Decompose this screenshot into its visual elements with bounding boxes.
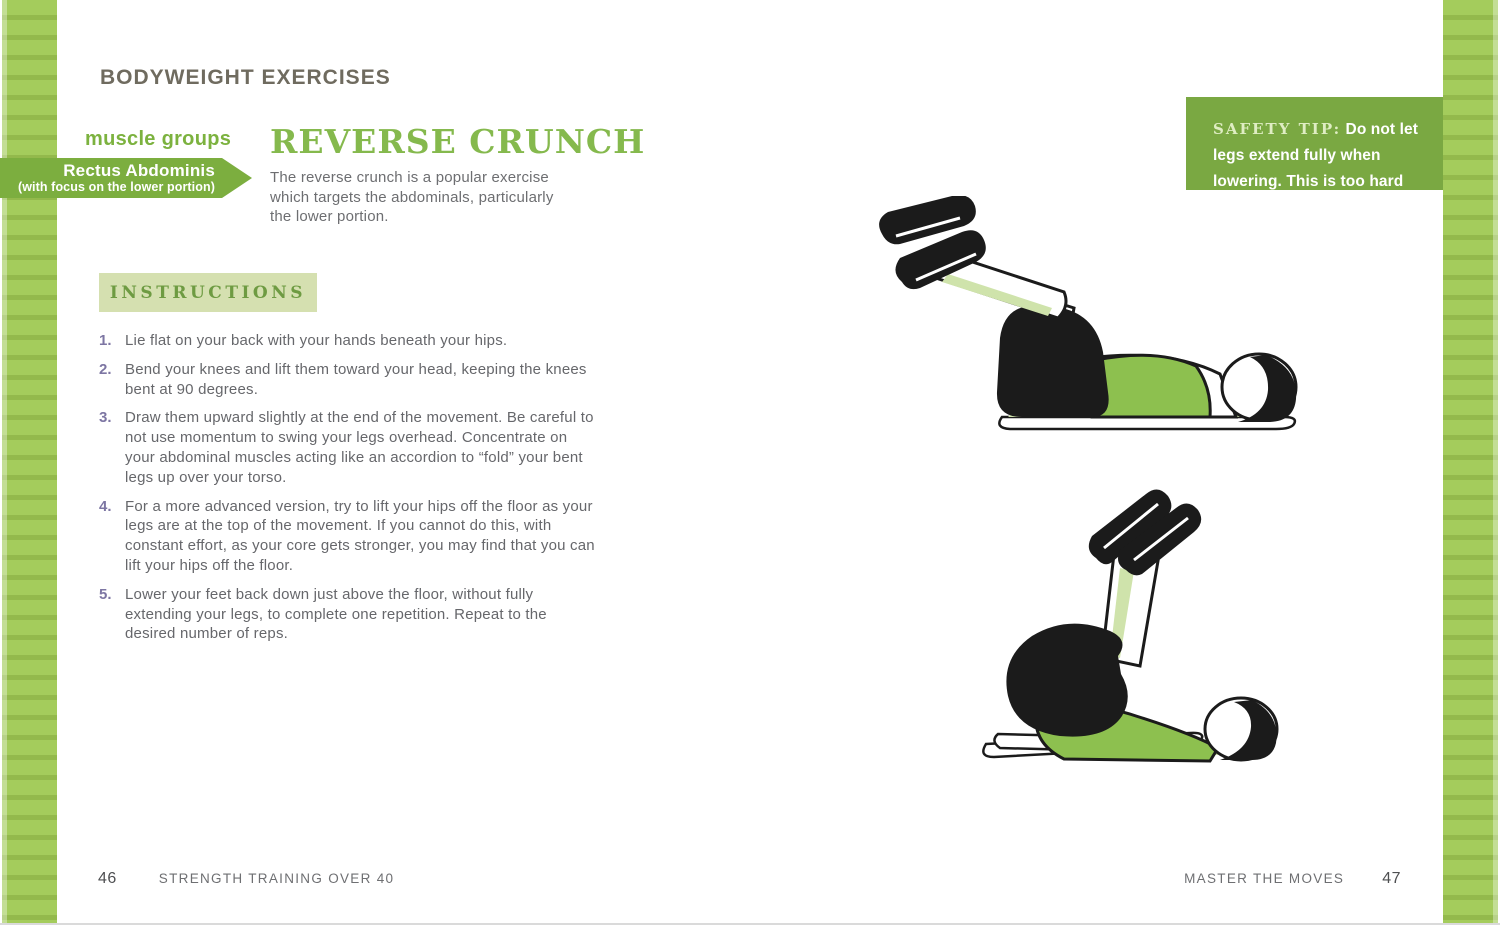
- instruction-item: [99, 408, 599, 487]
- footer-left: [98, 870, 394, 888]
- muscle-banner-primary: Rectus Abdominis: [63, 161, 215, 181]
- instruction-text: Draw them upward slightly at the end of the movement. Be careful to not use momentum to swing your legs overhead. Concentrate on your abdominal muscles acting like an accordion to “fold” your bent legs up over your torso.: [125, 409, 594, 486]
- instruction-item: [99, 497, 599, 576]
- figure-legs: [1006, 554, 1158, 737]
- figure-head: [1222, 354, 1296, 422]
- footer-title-left: STRENGTH TRAINING OVER 40: [158, 871, 395, 886]
- instruction-item: [99, 331, 599, 351]
- section-header: BODYWEIGHT EXERCISES: [100, 66, 391, 89]
- page-number-right: 47: [1382, 870, 1401, 887]
- exercise-title: REVERSE CRUNCH: [270, 122, 646, 161]
- figure-legs: [934, 252, 1109, 417]
- instruction-text: Lie flat on your back with your hands beneath your hips.: [125, 332, 508, 349]
- page-number-left: 46: [98, 870, 117, 887]
- footer-title-right: MASTER THE MOVES: [1184, 871, 1345, 886]
- reverse-crunch-start-illustration: [868, 196, 1303, 436]
- instruction-number: 5.: [99, 585, 112, 603]
- instruction-number: 1.: [99, 332, 112, 349]
- figure-head: [1205, 698, 1277, 760]
- muscle-groups-label: muscle groups: [85, 128, 232, 150]
- instructions-list: [99, 331, 599, 653]
- muscle-banner: [0, 158, 253, 198]
- safety-tip-box: [1186, 97, 1443, 216]
- reverse-crunch-top-illustration: [968, 478, 1290, 770]
- muscle-banner-secondary: (with focus on the lower portion): [17, 180, 215, 195]
- instruction-item: [99, 585, 599, 644]
- instruction-text: Lower your feet back down just above the floor, without fully extending your legs, to complete one repetition. Repeat to the desired number of reps.: [125, 585, 547, 643]
- instruction-item: [99, 360, 599, 400]
- figure-torso: [1088, 355, 1236, 417]
- instruction-number: 3.: [99, 409, 112, 427]
- safety-tip-label: SAFETY TIP:: [1213, 120, 1342, 138]
- instruction-text: For a more advanced version, try to lift your hips off the floor as your legs are at the top of the movement. If you cannot do this, with constant effort, as your core gets stronger, you may find that you can lift your hips off the floor.: [125, 497, 595, 574]
- right-striped-border: [1443, 0, 1498, 925]
- instruction-text: Bend your knees and lift them toward your head, keeping the knees bent at 90 degrees.: [125, 360, 587, 398]
- exercise-description: The reverse crunch is a popular exercise which targets the abdominals, particularly the lower portion.: [270, 169, 554, 225]
- instruction-number: 4.: [99, 497, 112, 515]
- footer-right: [1184, 870, 1401, 888]
- instruction-number: 2.: [99, 360, 112, 378]
- instructions-header: INSTRUCTIONS: [99, 273, 317, 312]
- safety-tip-text: Do not let legs extend fully when lowering. This is too hard on the low back.: [1213, 121, 1418, 216]
- left-striped-border: [2, 0, 57, 925]
- figure-shoes: [1089, 489, 1201, 575]
